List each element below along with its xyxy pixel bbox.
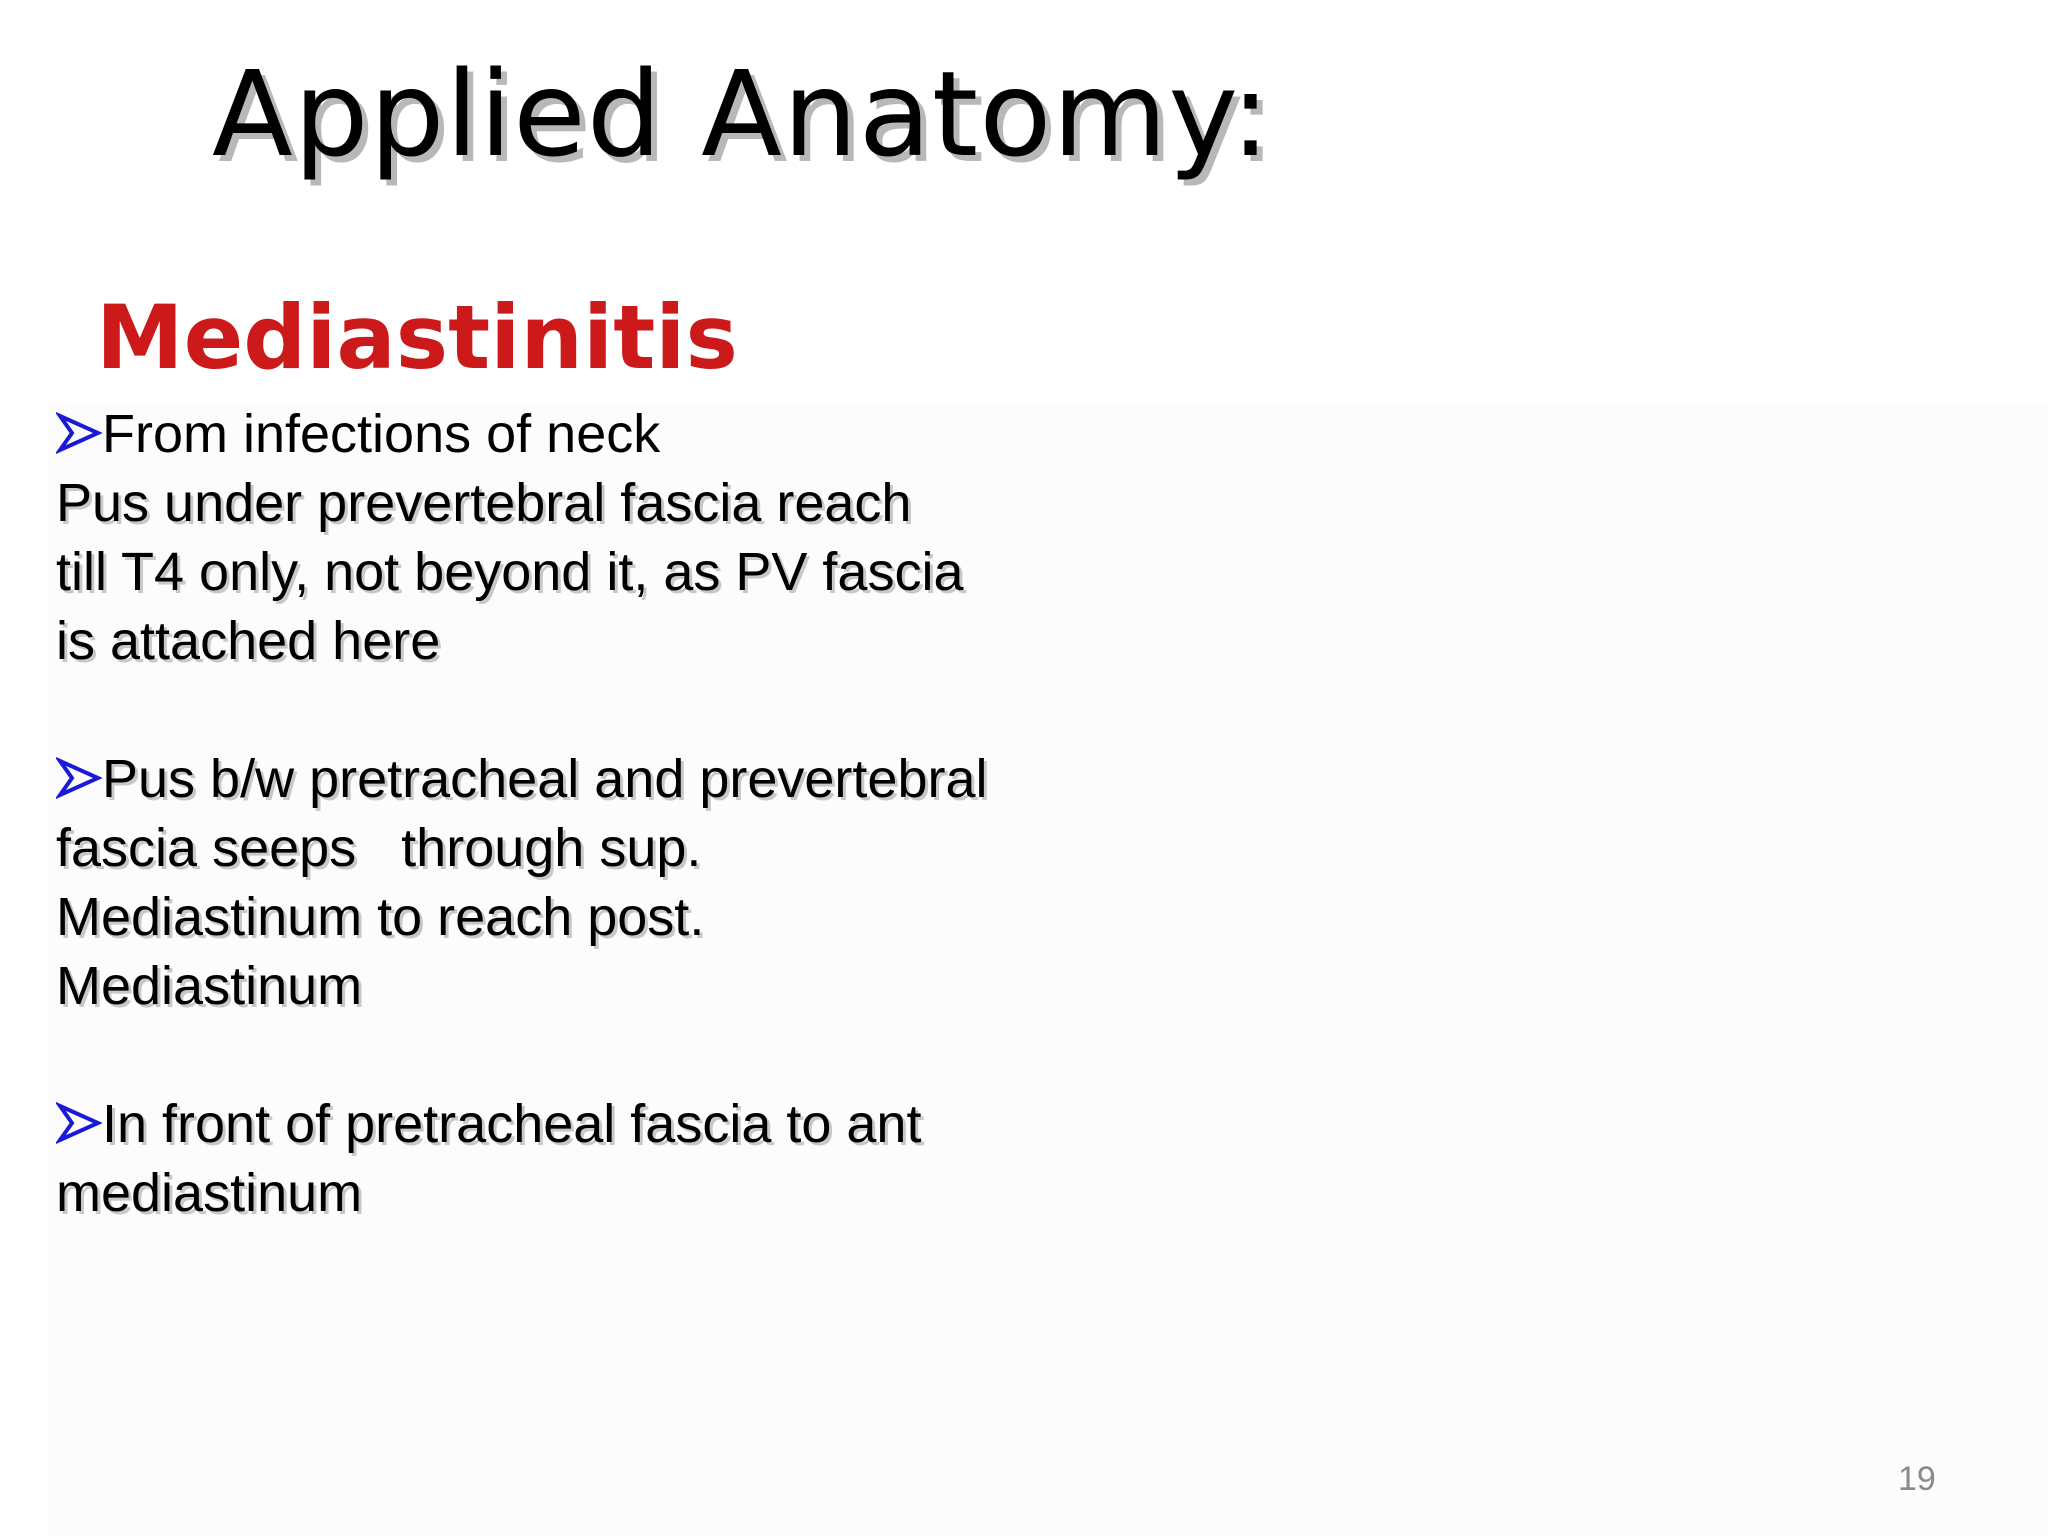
bullet-line: Pus under prevertebral fascia reach [56, 473, 912, 533]
bullet-line: Mediastinum [56, 956, 363, 1016]
bullet-line: In front of pretracheal fascia to ant [56, 1090, 1156, 1159]
page-number: 19 [1898, 1460, 1936, 1498]
bullet-line: till T4 only, not beyond it, as PV fascia [56, 542, 964, 602]
arrowhead-bullet-icon [56, 412, 102, 454]
bullet-line: is attached here [56, 611, 441, 671]
slide-title: Applied Anatomy: [212, 45, 1272, 183]
bullet-block-3 [56, 1090, 1156, 1228]
bullet-line: mediastinum [56, 1163, 363, 1223]
slide-subtitle: Mediastinitis [96, 286, 738, 389]
bullet-line: fascia seeps through sup. [56, 818, 702, 878]
arrowhead-bullet-icon [56, 757, 102, 799]
bullet-line: Pus b/w pretracheal and prevertebral [56, 745, 1156, 814]
bullet-line: From infections of neck [56, 400, 1156, 469]
bullet-block-2 [56, 745, 1156, 1021]
bullet-block-1 [56, 400, 1156, 676]
bullet-line: Mediastinum to reach post. [56, 887, 705, 947]
arrowhead-bullet-icon [56, 1102, 102, 1144]
